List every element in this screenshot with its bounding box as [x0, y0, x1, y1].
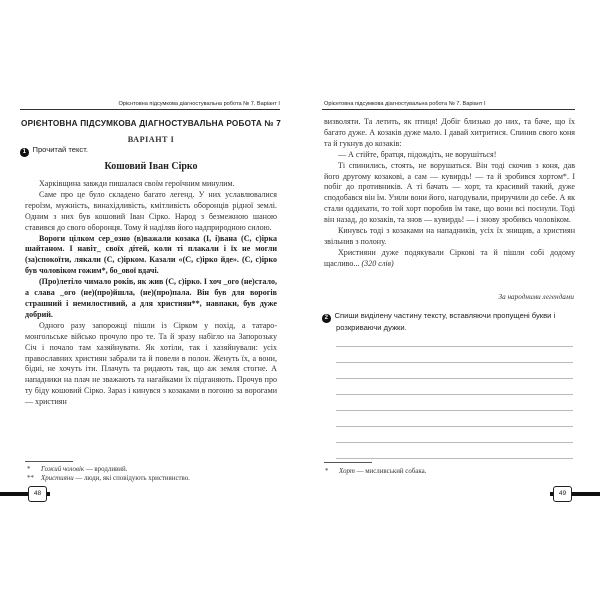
task-instruction: Прочитай текст.	[32, 145, 88, 154]
page-number-bar	[570, 492, 600, 496]
source-attribution: За народними легендами	[498, 293, 574, 301]
answer-line[interactable]	[336, 442, 573, 443]
running-header: Орієнтовна підсумкова діагностувальна робота № 7. Варіант І	[324, 101, 486, 107]
header-rule	[20, 109, 280, 110]
page-number-bar	[0, 492, 30, 496]
answer-line[interactable]	[336, 458, 573, 459]
paragraph: — А стійте, братця, підождіть, не ворушіться!	[338, 149, 497, 159]
highlighted-paragraph: Вороги цілком сер_озно (в)важали козака (І, і)вана (С, с)ірка шайтаном. І навіт_ своїх дітей, коли ті плакали і їх не могли (за)спокоїти, лякали (С, с)ірком. Казали «(С, с)ірко йде». (С, с)ірко був чоловіком гожим*, бо_ової вдачі.	[25, 233, 277, 276]
story-text	[25, 179, 277, 408]
footnote: * Гожий чоловік — вродливий.	[27, 466, 128, 473]
task-number-badge: 1	[20, 148, 29, 157]
story-text-continued	[324, 117, 575, 270]
footnote: * Хорт — мисливський собака.	[325, 468, 427, 475]
answer-line[interactable]	[336, 378, 573, 379]
paragraph: Харківщина завжди пишалася своїм героїчним минулим.	[39, 179, 235, 188]
task-2	[322, 311, 588, 333]
page-number: 49	[553, 486, 572, 502]
paragraph: Християни дуже подякували Сіркові та й пішли собі додому щасливо... (320 слів)	[324, 247, 575, 268]
task-1	[20, 145, 88, 157]
paragraph: Ті спинились, стоять, не ворушаться. Він тоді скочив з коня, дав його другому козакові, а сам — кувирдь! — та й зробився хортом*. І побіг до противників. А ті бачать — хорт, та красивий такий, дуже сподобався він їм. Узяли вони його, нагодували, приручили до себе. А як стали оддихати, то той хорт поробив їм таке, що вони всі поснули. Тоді він назад, до козаків, та знов — кувирдь! — і знову зробивсь чоловіком.	[324, 160, 575, 225]
page-number: 48	[28, 486, 47, 502]
answer-line[interactable]	[336, 426, 573, 427]
paragraph: визволяти. Та летить, як птиця! Добіг близько до них, та баче, що їх багато дуже. А козаків дуже мало. І давай хитритися. Спинив свого коня та й гукнув до козаків:	[324, 117, 575, 148]
answer-line[interactable]	[336, 394, 573, 395]
answer-line[interactable]	[336, 346, 573, 347]
answer-line[interactable]	[336, 362, 573, 363]
paragraph: Кинувсь тоді з козаками на нападників, усіх їх знищив, а християн звільнив з полону.	[324, 226, 575, 246]
task-instruction: Спиши виділену частину тексту, вставляючи пропущені букви і розкриваючи дужки.	[334, 311, 556, 332]
story-title: Кошовий Іван Сірко	[104, 161, 198, 172]
paragraph: Одного разу запорожці пішли із Сірком у похід, а татаро-монгольське військо прочуло про те. Та й зразу набігло на Запорозьку Січ і почало там хазяйнувати. Як хотіли, так і хазяйнували: усіх православних християн забрали та й повели в полон. Женуть їх, а вони, бідні, не хочуть іти. Плачуть та ридають так, що аж земля стогне. А нападники на плач не зважають та нагайками їх підганяють. Прочув про ту біду кошовий Сірко. Зараз і кинувся з козаками в погоню за ворогами — християн	[25, 320, 277, 407]
footnotes	[27, 465, 277, 483]
word-count: (320 слів)	[361, 258, 394, 268]
page-title: ОРІЄНТОВНА ПІДСУМКОВА ДІАГНОСТУВАЛЬНА РОБОТА № 7	[21, 119, 281, 128]
variant-heading: ВАРІАНТ І	[127, 135, 175, 144]
answer-line[interactable]	[336, 410, 573, 411]
footnote: ** Християни — люди, які сповідують християнство.	[27, 475, 190, 483]
running-header: Орієнтовна підсумкова діагностувальна робота № 7. Варіант І	[118, 101, 280, 107]
header-rule	[322, 109, 575, 110]
right-page	[300, 0, 600, 600]
footnotes	[325, 467, 575, 476]
footnote-rule	[25, 461, 73, 462]
highlighted-paragraph: (Про)летіло чимало років, як жив (С, с)ірко. І хоч _ого (не)стало, а слава _ого (не)(про)йшла, (не)(про)пала. Він був для ворогів страшний і немилостивий, а для християн**, навпаки, був дуже добрий.	[25, 277, 277, 319]
paragraph: Саме про це було складено багато легенд. У них уславлювалися героїзм, мужність, винахідливість, кмітливість оборонців рідної землі. Одним з них був кошовий Іван Сірко. Народ з безмежною шаною ставився до свого оборонця. Тому й наділяв його надприродною силою.	[25, 189, 277, 232]
footnote-rule	[324, 462, 372, 463]
task-number-badge: 2	[322, 314, 331, 323]
